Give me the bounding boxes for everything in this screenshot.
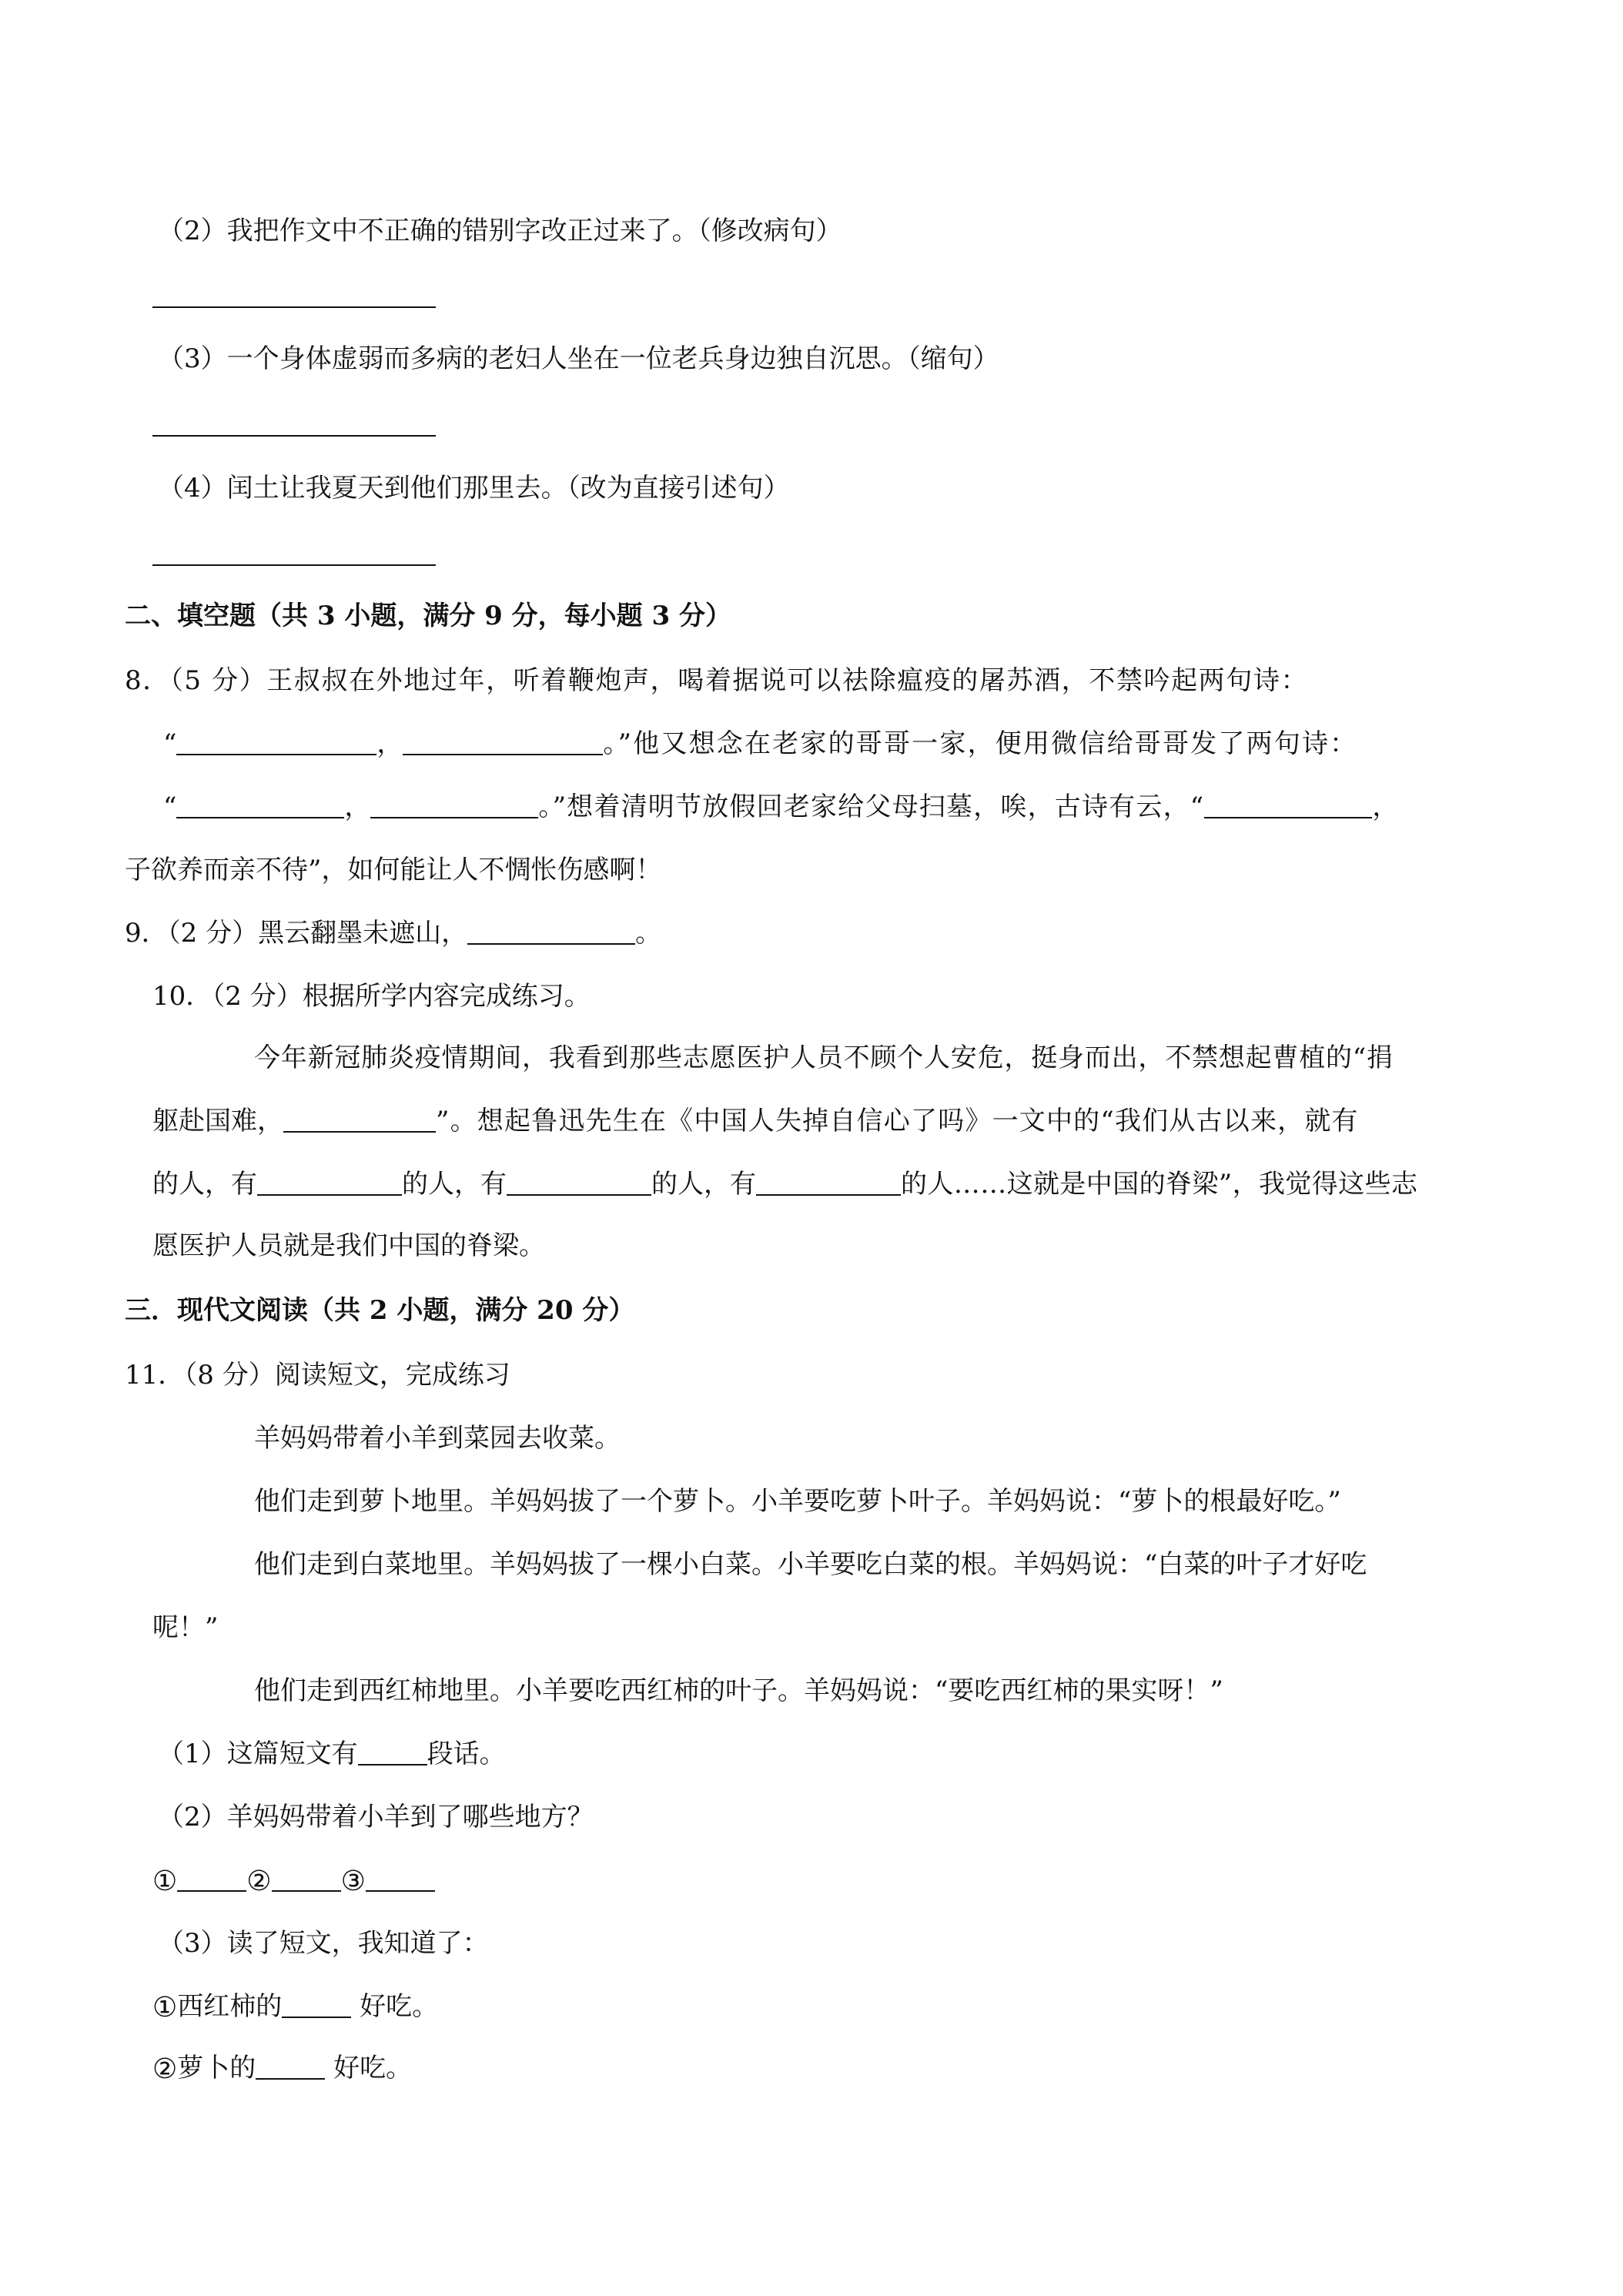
- q8-line-3: “ ， 。”想着清明节放假回老家给父母扫墓，唉，古诗有云，“ ，: [163, 792, 1399, 822]
- q11-story-para-2: 他们走到萝卜地里。羊妈妈拔了一个萝卜。小羊要吃萝卜叶子。羊妈妈说：“萝卜的根最好吃。”: [254, 1486, 1341, 1517]
- q7-2-answer-line[interactable]: [152, 306, 436, 308]
- q11-story-para-3a: 他们走到白菜地里。羊妈妈拔了一棵小白菜。小羊要吃白菜的根。羊妈妈说：“白菜的叶子才好吃: [254, 1549, 1367, 1580]
- q11-sub-3: （3）读了短文，我知道了：: [158, 1928, 489, 1959]
- q8-blank-5[interactable]: [1204, 794, 1372, 818]
- q11-blank-place-3[interactable]: [366, 1867, 435, 1892]
- q8-blank-1[interactable]: [176, 731, 376, 755]
- q11-sub-3-answer-1: ①西红柿的 好吃。: [152, 1991, 439, 2023]
- q10-title: 10．（2 分）根据所学内容完成练习。: [152, 981, 591, 1012]
- q10-blank-1[interactable]: [283, 1108, 436, 1133]
- q11-blank-place-2[interactable]: [272, 1867, 341, 1892]
- q8-line-1: 8．（5 分）王叔叔在外地过年，听着鞭炮声，喝着据说可以祛除瘟疫的屠苏酒，不禁吟起两句诗：: [125, 665, 1309, 696]
- q10-para-line-4: 愿医护人员就是我们中国的脊梁。: [152, 1230, 545, 1261]
- q10-blank-2[interactable]: [257, 1171, 402, 1196]
- q10-para-line-2: 躯赴国难， ”。想起鲁迅先生在《中国人失掉自信心了吗》一文中的“我们从古以来，就有: [152, 1106, 1359, 1136]
- q11-story-para-4: 他们走到西红柿地里。小羊要吃西红柿的叶子。羊妈妈说：“要吃西红柿的果实呀！”: [254, 1675, 1223, 1706]
- q11-sub-1: （1）这篇短文有 段话。: [158, 1739, 506, 1769]
- q11-story-para-3b: 呢！”: [152, 1612, 219, 1643]
- section-3-heading: 三．现代文阅读（共 2 小题，满分 20 分）: [125, 1295, 635, 1326]
- q7-3-answer-line[interactable]: [152, 435, 436, 437]
- q8-blank-4[interactable]: [370, 794, 538, 818]
- q7-2-text: （2）我把作文中不正确的错别字改正过来了。（修改病句）: [158, 216, 842, 246]
- q11-blank-paragraph-count[interactable]: [358, 1741, 427, 1766]
- q11-blank-tomato[interactable]: [282, 1993, 351, 2018]
- q9-blank[interactable]: [467, 920, 635, 945]
- q8-blank-3[interactable]: [176, 794, 344, 818]
- q10-para-line-3: 的人，有 的人，有 的人，有 的人……这就是中国的脊梁”，我觉得这些志: [152, 1169, 1418, 1200]
- q8-blank-2[interactable]: [403, 731, 603, 755]
- q11-title: 11．（8 分）阅读短文，完成练习: [125, 1360, 510, 1391]
- q11-story-para-1: 羊妈妈带着小羊到菜园去收菜。: [254, 1423, 621, 1454]
- q9-line: 9．（2 分）黑云翻墨未遮山， 。: [125, 918, 662, 949]
- q7-3-text: （3）一个身体虚弱而多病的老妇人坐在一位老兵身边独自沉思。（缩句）: [158, 343, 999, 374]
- q7-4-text: （4）闰土让我夏天到他们那里去。（改为直接引述句）: [158, 473, 790, 504]
- q11-sub-2-answers: ① ② ③: [152, 1863, 435, 1899]
- q10-para-line-1: 今年新冠肺炎疫情期间，我看到那些志愿医护人员不顾个人安危，挺身而出，不禁想起曹植的“捐: [254, 1043, 1394, 1073]
- q11-blank-radish[interactable]: [256, 2055, 325, 2080]
- q11-sub-3-answer-2: ②萝卜的 好吃。: [152, 2053, 413, 2085]
- q11-sub-2: （2）羊妈妈带着小羊到了哪些地方？: [158, 1802, 594, 1832]
- q8-line-4: 子欲养而亲不待”，如何能让人不惆怅伤感啊！: [125, 855, 662, 885]
- q7-4-answer-line[interactable]: [152, 564, 436, 566]
- section-2-heading: 二、填空题（共 3 小题，满分 9 分，每小题 3 分）: [125, 601, 731, 631]
- q10-blank-3[interactable]: [507, 1171, 651, 1196]
- q11-blank-place-1[interactable]: [177, 1867, 246, 1892]
- q10-blank-4[interactable]: [756, 1171, 901, 1196]
- q8-line-2: “ ， 。”他又想念在老家的哥哥一家，便用微信给哥哥发了两句诗：: [163, 728, 1358, 759]
